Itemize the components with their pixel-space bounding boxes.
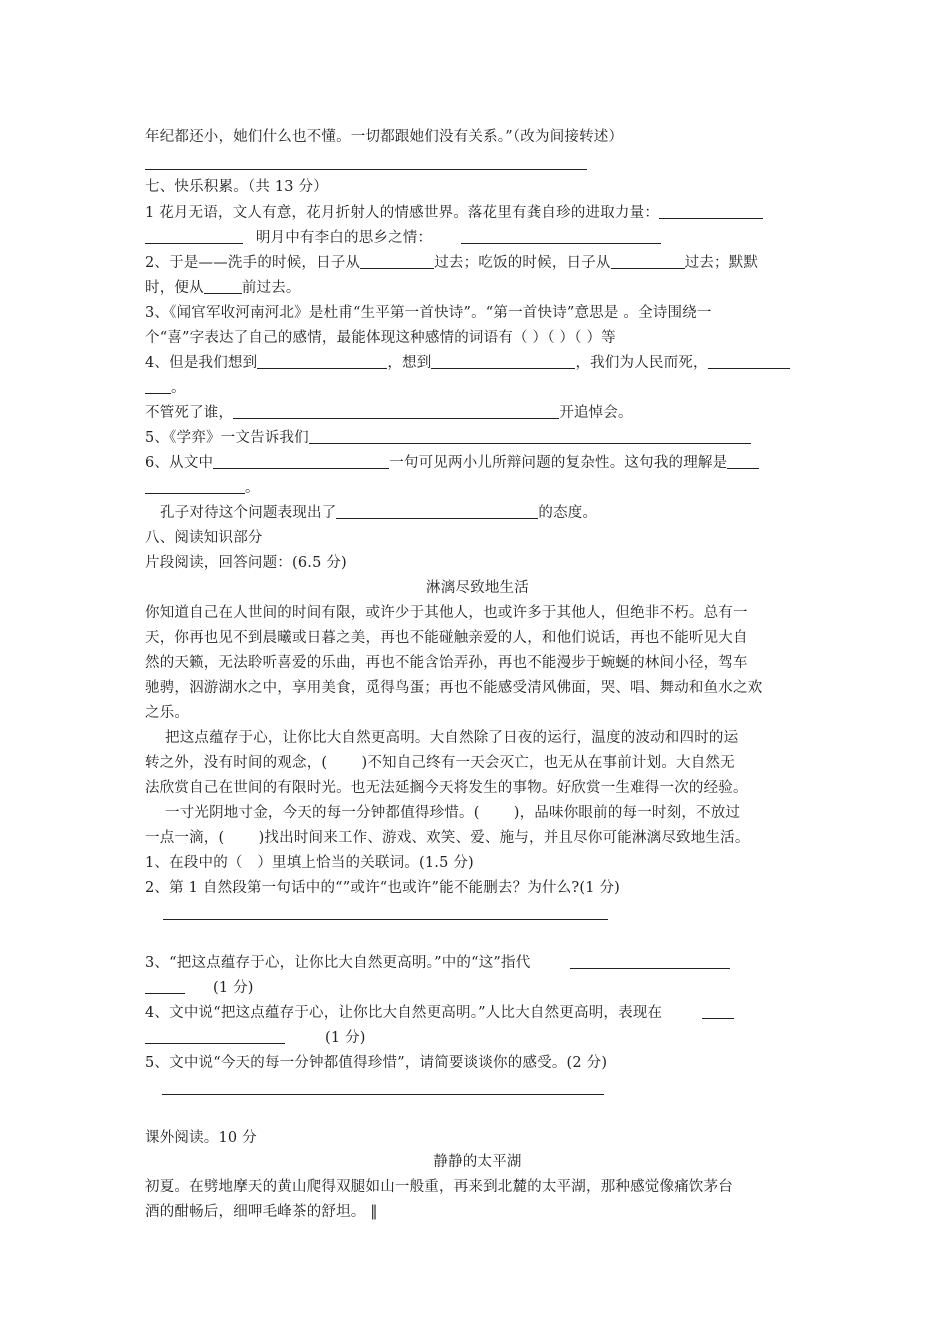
question-4 xyxy=(145,354,810,372)
question-text: 开追悼会。 xyxy=(559,405,633,421)
score-label: (1 分) xyxy=(213,980,254,996)
question-4-cont xyxy=(145,379,810,397)
answer-blank[interactable] xyxy=(431,354,575,369)
question-text: 不管死了谁， xyxy=(145,405,234,421)
answer-blank[interactable] xyxy=(727,454,759,469)
answer-blank[interactable] xyxy=(145,979,185,994)
question-text: ，我们为人民而死， xyxy=(575,355,708,371)
answer-blank[interactable] xyxy=(233,404,559,419)
question-text: 时，便从 xyxy=(145,280,204,296)
question-text: 一句可见两小儿所辩问题的复杂性。这句我的理解是 xyxy=(389,455,728,471)
question-3: 3、《闻官军收河南河北》是杜甫“生平第一首快诗”。“第一首快诗”意思是 。全诗围绕一 xyxy=(145,305,712,321)
reading-question-4-cont xyxy=(145,1029,810,1047)
answer-line[interactable] xyxy=(145,169,587,170)
text-line: 年纪都还小，她们什么也不懂。一切都跟她们没有关系。”（改为间接转述） xyxy=(145,129,624,145)
question-text: 明月中有李白的思乡之情： xyxy=(255,230,433,246)
question-text: 3、“把这点蕴存于心，让你比大自然更高明。”中的“这”指代 xyxy=(145,955,531,971)
reading-question-4 xyxy=(145,1004,810,1022)
answer-blank[interactable] xyxy=(145,479,245,494)
reading-question-2: 2、第 1 自然段第一句话中的“”或许“也或许”能不能删去？为什么?(1 分) xyxy=(145,880,621,896)
passage-line: 之乐。 xyxy=(145,705,190,721)
answer-blank[interactable] xyxy=(145,379,171,394)
question-1 xyxy=(145,204,810,222)
question-6-cont xyxy=(145,479,810,497)
passage-line: 酒的酣畅后，细呷毛峰茶的舒坦。 ‖ xyxy=(145,1204,378,1220)
question-4-cont2 xyxy=(145,404,810,422)
section-title: 八、阅读知识部分 xyxy=(145,530,263,546)
question-text: 。 xyxy=(245,480,260,496)
question-text: 过去；默默 xyxy=(684,255,759,271)
answer-blank[interactable] xyxy=(461,229,661,244)
answer-line[interactable] xyxy=(162,1094,604,1095)
answer-blank[interactable] xyxy=(213,454,389,469)
answer-blank[interactable] xyxy=(570,954,730,969)
question-2 xyxy=(145,254,810,272)
question-3-cont: 个“喜”字表达了自己的感情，最能体现这种感情的词语有（ ）（ ）（ ）等 xyxy=(145,330,616,346)
score-label: (1 分) xyxy=(325,1030,366,1046)
question-text: 孔子对待这个问题表现出了 xyxy=(160,505,337,521)
question-text: 前过去。 xyxy=(241,280,301,296)
passage-line: 你知道自己在人世间的时间有限，或许少于其他人，也或许多于其他人，但绝非不朽。总有一 xyxy=(145,605,748,621)
passage-title: 静静的太平湖 xyxy=(433,1154,522,1170)
answer-blank[interactable] xyxy=(360,254,434,269)
reading-question-1: 1、在段中的（ ）里填上恰当的关联词。(1.5 分) xyxy=(145,855,474,871)
question-text: 5、《学弈》一文告诉我们 xyxy=(145,430,309,446)
answer-line[interactable] xyxy=(163,919,608,920)
passage-title: 淋漓尽致地生活 xyxy=(426,580,529,596)
section-title: 七、快乐积累。（共 13 分） xyxy=(145,179,328,195)
reading-question-3 xyxy=(145,954,810,972)
question-5 xyxy=(145,429,810,447)
question-6 xyxy=(145,454,810,472)
question-2-cont xyxy=(145,279,810,297)
passage-line: 转之外，没有时间的观念，( )不知自己终有一天会灭亡，也无从在事前计划。大自然无 xyxy=(145,755,735,771)
question-text: 1 花月无语，文人有意，花月折射人的情感世界。落花里有龚自珍的进取力量： xyxy=(145,205,660,221)
passage-line: 驰骋，泅游湖水之中，享用美食，觅得鸟蛋；再也不能感受清风佛面，哭、唱、舞动和鱼水之欢 xyxy=(145,680,763,696)
answer-blank[interactable] xyxy=(204,279,242,294)
answer-blank[interactable] xyxy=(708,354,790,369)
question-text: 2、于是——洗手的时候，日子从 xyxy=(145,255,361,271)
question-text: 过去；吃饭的时候，日子从 xyxy=(434,255,611,271)
answer-blank[interactable] xyxy=(659,204,763,219)
answer-blank[interactable] xyxy=(611,254,685,269)
answer-blank[interactable] xyxy=(336,504,538,519)
reading-question-3-cont xyxy=(145,979,810,997)
answer-blank[interactable] xyxy=(309,429,751,444)
passage-line: 法欣赏自己在世间的有限时光。也无法延搁今天将发生的事物。好欣赏一生难得一次的经验。 xyxy=(145,780,748,796)
section-title: 课外阅读。10 分 xyxy=(145,1130,257,1146)
question-text: 的态度。 xyxy=(538,505,598,521)
question-text: 。 xyxy=(171,380,186,396)
question-text: 4、文中说“把这点蕴存于心，让你比大自然更高明。”人比大自然更高明，表现在 xyxy=(145,1005,663,1021)
answer-blank[interactable] xyxy=(702,1004,734,1019)
answer-blank[interactable] xyxy=(145,229,243,244)
question-text: 6、从文中 xyxy=(145,455,214,471)
question-1-cont xyxy=(145,229,810,247)
answer-blank[interactable] xyxy=(257,354,387,369)
question-text: ，想到 xyxy=(387,355,432,371)
question-6-cont2 xyxy=(160,504,825,522)
question-text: 4、但是我们想到 xyxy=(145,355,258,371)
reading-question-5: 5、文中说“今天的每一分钟都值得珍惜”，请简要谈谈你的感受。(2 分) xyxy=(145,1055,608,1071)
answer-blank[interactable] xyxy=(145,1029,285,1044)
passage-line: 一寸光阴地寸金，今天的每一分钟都值得珍惜。( )，品味你眼前的每一时刻，不放过 xyxy=(165,805,741,821)
passage-line: 初夏。在劈地摩天的黄山爬得双腿如山一般重，再来到北麓的太平湖，那种感觉像痛饮茅台 xyxy=(145,1179,733,1195)
passage-line: 一点一滴，( )找出时间来工作、游戏、欢笑、爱、施与，并且尽你可能淋漓尽致地生活。 xyxy=(145,830,750,846)
section-subtitle: 片段阅读，回答问题：(6.5 分) xyxy=(145,555,347,571)
passage-line: 天，你再也见不到晨曦或日暮之美，再也不能碰触亲爱的人，和他们说话，再也不能听见大自 xyxy=(145,630,748,646)
passage-line: 把这点蕴存于心，让你比大自然更高明。大自然除了日夜的运行，温度的波动和四时的运 xyxy=(165,730,739,746)
passage-line: 然的天籁，无法聆听喜爱的乐曲，再也不能含饴弄孙，再也不能漫步于蜿蜒的林间小径，驾车 xyxy=(145,655,748,671)
